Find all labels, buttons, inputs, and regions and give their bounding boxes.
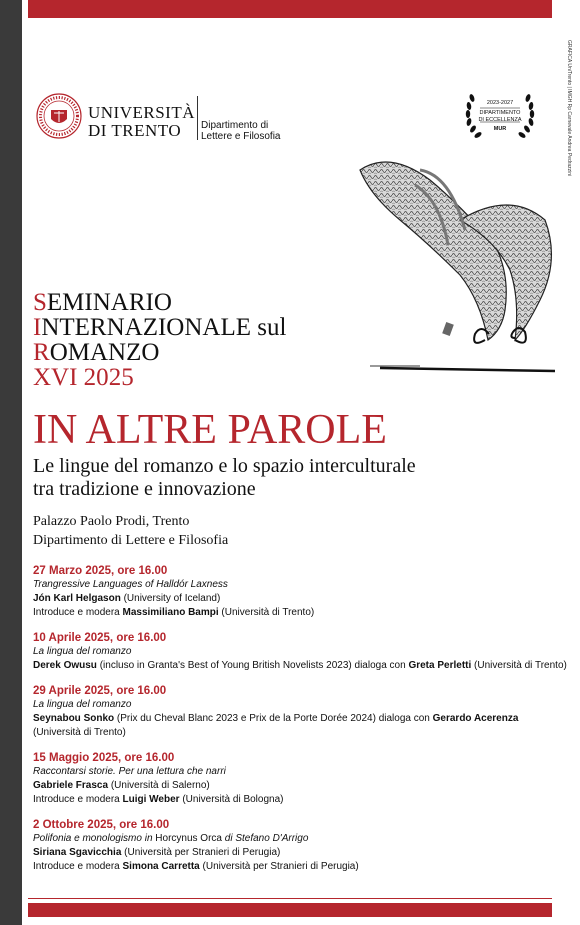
subtitle <box>33 455 416 501</box>
event-speaker: Jón Karl Helgason <box>33 593 121 604</box>
event-date: 29 Aprile 2025, ore 16.00 <box>33 685 167 697</box>
university-name <box>88 104 195 140</box>
seminar-initial-s: S <box>33 289 47 316</box>
venue-line2: Dipartimento di Lettere e Filosofia <box>33 533 229 548</box>
event-item <box>33 564 548 620</box>
top-red-bar <box>28 0 552 18</box>
bottom-red-bar <box>28 903 552 917</box>
event-speaker: Derek Owusu <box>33 660 97 671</box>
event-speaker-affiliation: (incluso in Granta's Best of Young British Novelists 2023) dialoga con <box>96 660 409 671</box>
event-item <box>33 751 548 807</box>
logo-divider <box>197 96 198 140</box>
event-moderator-affiliation: (Università di Trento) <box>218 607 315 618</box>
event-topic: La lingua del romanzo <box>33 646 132 657</box>
subtitle-line1: Le lingue del romanzo e lo spazio interculturale <box>33 455 416 477</box>
badge-line2: DI ECCELLENZA <box>478 117 522 123</box>
event-date: 10 Aprile 2025, ore 16.00 <box>33 632 167 644</box>
department-name <box>201 120 281 142</box>
university-name-line2: DI TRENTO <box>88 121 182 140</box>
badge-line1: DIPARTIMENTO <box>479 110 521 116</box>
university-seal-icon <box>36 93 82 139</box>
badge-years: 2023-2027 <box>486 100 514 106</box>
department-name-line1: Dipartimento di <box>201 120 269 131</box>
event-topic: Raccontarsi storie. Per una lettura che narri <box>33 766 226 777</box>
university-name-line1: UNIVERSITÀ <box>88 103 195 122</box>
event-moderator-affiliation: (Università di Trento) <box>471 660 567 671</box>
seminar-edition-a: XVI 20 <box>33 364 109 391</box>
venue <box>33 512 228 550</box>
event-moderator: Luigi Weber <box>122 794 180 805</box>
event-moderator-affiliation: (Università di Trento) <box>33 727 126 738</box>
event-item <box>33 684 548 740</box>
event-topic: La lingua del romanzo <box>33 699 132 710</box>
event-moderator-affiliation: (Università per Stranieri di Perugia) <box>199 861 359 872</box>
event-list <box>33 564 567 885</box>
department-name-line2: Lettere e Filosofia <box>201 131 281 142</box>
bottom-thin-line <box>28 898 552 899</box>
event-topic-work: Horcynus Orca <box>155 833 222 844</box>
event-speaker-affiliation: (Università per Stranieri di Perugia) <box>121 847 281 858</box>
event-date: 27 Marzo 2025, ore 16.00 <box>33 565 168 577</box>
event-speaker: Seynabou Sonko <box>33 713 115 724</box>
event-moderator: Simona Carretta <box>122 861 200 872</box>
subtitle-line2: tra tradizione e innovazione <box>33 478 256 500</box>
event-item <box>33 631 567 673</box>
textured-plant-illustration <box>320 150 565 380</box>
seminar-initial-i: I <box>33 314 42 341</box>
event-topic-author: di Stefano D'Arrigo <box>221 833 309 844</box>
main-title: IN ALTRE PAROLE <box>33 407 387 453</box>
graphic-credit: GRAFICA UniTrento | IMGH Rp Carnevale Andrea Pedrazzini <box>566 40 572 177</box>
event-intro: Introduce e modera <box>33 607 123 618</box>
seminar-line1: EMINARIO <box>46 289 172 316</box>
event-intro: Introduce e modera <box>33 794 123 805</box>
event-speaker-affiliation: (Prix du Cheval Blanc 2023 e Prix de la Porte Dorée 2024) dialoga con <box>114 713 433 724</box>
event-item <box>33 818 548 874</box>
badge-line3: MUR <box>493 126 507 132</box>
seminar-edition-b: 25 <box>108 364 134 391</box>
event-topic: Trangressive Languages of Halldór Laxness <box>33 579 228 590</box>
event-speaker-affiliation: (University of Iceland) <box>120 593 221 604</box>
seminar-initial-r: R <box>33 339 50 366</box>
venue-line1: Palazzo Paolo Prodi, Trento <box>33 514 190 529</box>
event-speaker: Gabriele Frasca <box>33 780 109 791</box>
event-speaker: Siriana Sgavicchia <box>33 847 122 858</box>
event-topic: Polifonia e monologismo in <box>33 833 156 844</box>
event-date: 15 Maggio 2025, ore 16.00 <box>33 752 175 764</box>
event-moderator: Massimiliano Bampi <box>122 607 219 618</box>
event-speaker-affiliation: (Università di Salerno) <box>108 780 210 791</box>
seminar-title <box>33 290 286 390</box>
excellence-badge <box>456 86 544 144</box>
event-date: 2 Ottobre 2025, ore 16.00 <box>33 819 170 831</box>
event-moderator: Greta Perletti <box>408 660 472 671</box>
seminar-line3: OMANZO <box>49 339 160 366</box>
event-moderator-affiliation: (Università di Bologna) <box>179 794 284 805</box>
event-moderator: Gerardo Acerenza <box>432 713 519 724</box>
left-side-bar <box>0 0 22 925</box>
event-intro: Introduce e modera <box>33 861 123 872</box>
seminar-line2: NTERNAZIONALE sul <box>41 314 287 341</box>
